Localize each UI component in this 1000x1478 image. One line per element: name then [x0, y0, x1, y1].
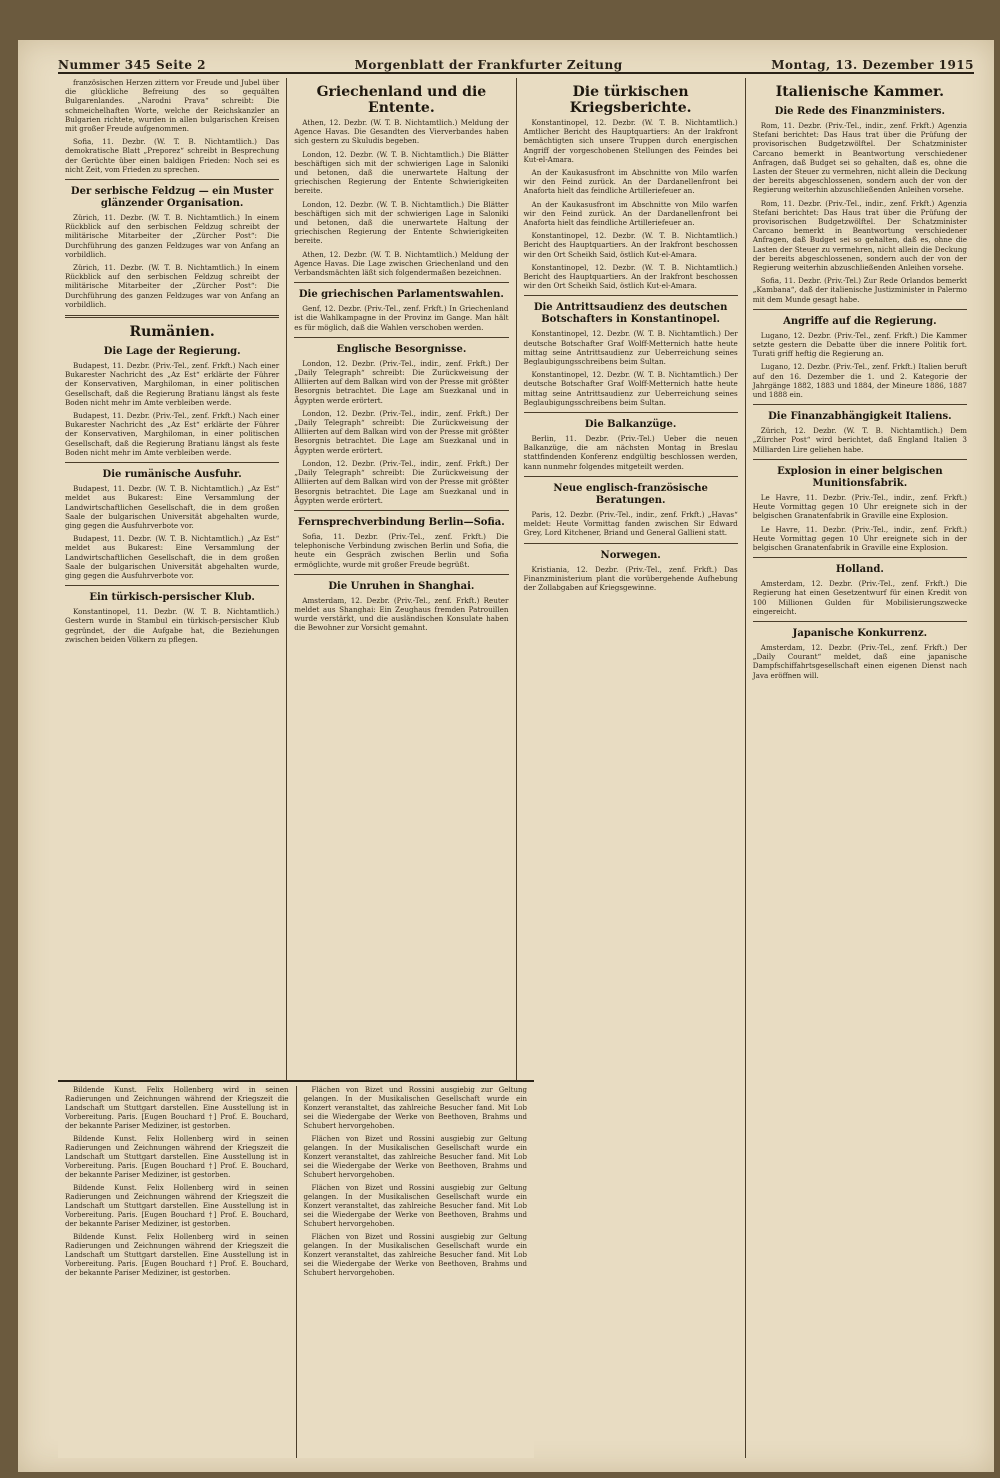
article-text: Budapest, 11. Dezbr. (W. T. B. Nichtamtlich.) „Az Est“ meldet aus Bukarest: Eine Versammlung der Landwirtschaftlichen Gesellschaft, die in dem großen Saale der bulgarischen Universität abgehalten wurde, ging gegen die Ausfuhrverbote vor. [65, 484, 280, 530]
article-text: Amsterdam, 12. Dezbr. (Priv.-Tel., zenf. Frkft.) Die Regierung hat einen Gesetzentwurf für einen Kredit von 100 Millionen Gulden für Mobilisierungszwecke eingereicht. [752, 579, 967, 616]
article-text: Berlin, 11. Dezbr. (Priv.-Tel.) Ueber die neuen Balkanzüge, die am nächsten Montag in Breslau stattfindenden Konferenz endgültig beschlossen werden, kann nunmehr folgendes mitgeteilt werden. [523, 434, 738, 471]
headline-serb-feldzug: Der serbische Feldzug — ein Muster glänzender Organisation. [70, 186, 274, 210]
headline-fernsprech: Fernsprechverbindung Berlin—Sofia. [298, 516, 505, 528]
feuilleton-text: Bildende Kunst. Felix Hollenberg wird in seinen Radierungen und Zeichnungen während der Kriegszeit die Landschaft um Stuttgart darstellen. Eine Ausstellung ist in Vorbereitung. Paris. [Eugen Bouchard †] Prof. E. Bouchard, der bekannte Pariser Mediziner, ist gestorben. [65, 1184, 289, 1228]
article-text: Konstantinopel, 12. Dezbr. (W. T. B. Nichtamtlich.) Amtlicher Bericht des Hauptquartiers: An der Irakfront bemächtigten sich unsere Truppen durch energischen Angriff der vorgeschobenen Stellungen des Feindes bei Kut-el-Amara. [523, 118, 738, 164]
article-text: Athen, 12. Dezbr. (W. T. B. Nichtamtlich.) Meldung der Agence Havas. Die Lage zwischen Griechenland und den Verbandsmächten läßt sich folgendermaßen bezeichnen. [294, 249, 509, 278]
article-text: Konstantinopel, 12. Dezbr. (W. T. B. Nichtamtlich.) Bericht des Hauptquartiers. An der Irakfront beschossen wir den Ort Scheikh Said, östlich Kut-el-Amara. [523, 231, 738, 259]
article-text: London, 12. Dezbr. (W. T. B. Nichtamtlich.) Die Blätter beschäftigen sich mit der schwierigen Lage in Saloniki und betonen, daß die unerwartete Haltung der griechischen Regierung der Entente Schwierigkeiten bereite. [294, 149, 509, 196]
divider [753, 557, 967, 558]
article-text: Amsterdam, 12. Dezbr. (Priv.-Tel., zenf. Frkft.) Der „Daily Courant“ meldet, daß eine japanische Dampfschiffahrtsgesellschaft einen eigenen Dienst nach Java eröffnen will. [752, 642, 967, 680]
article-text: Sofia, 11. Dezbr. (Priv.-Tel.) Zur Rede Orlandos bemerkt „Kambana“, daß der italienische Justizminister in Palermo mit dem Munde gesagt habe. [752, 276, 967, 304]
article-text: Zürich, 12. Dezbr. (W. T. B. Nichtamtlich.) Dem „Zürcher Post“ wird berichtet, daß England Italien 3 Milliarden Lire geliehen habe. [752, 426, 967, 454]
page-number: Nummer 345 Seite 2 [58, 58, 207, 72]
column-3 [517, 78, 746, 1458]
article-text: Lugano, 12. Dezbr. (Priv.-Tel., zenf. Frkft.) Die Kammer setzte gestern die Debatte über die innere Politik fort. Turati griff heftig die Regierung an. [752, 330, 967, 359]
article-text: Sofia, 11. Dezbr. (Priv.-Tel., zenf. Frkft.) Die telephonische Verbindung zwischen Berlin und Sofia, die heute ein Gespräch zwischen Berlin und Sofia ermöglichte, wurde mit großer Freude begrüßt. [294, 531, 509, 569]
headline-angriffe: Angriffe auf die Regierung. [783, 315, 937, 327]
article-text: Konstantinopel, 12. Dezbr. (W. T. B. Nichtamtlich.) Bericht des Hauptquartiers. An der Irakfront beschossen wir den Ort Scheikh Said, östlich Kut-el-Amara. [523, 262, 738, 291]
divider [294, 510, 508, 511]
article-text: Le Havre, 11. Dezbr. (Priv.-Tel., indir., zenf. Frkft.) Heute Vormittag gegen 10 Uhr ereignete sich in der belgischen Granatenfabrik in Graville eine Explosion. [752, 524, 967, 552]
article-text: An der Kaukasusfront im Abschnitte von Milo warfen wir den Feind zurück. An der Dardanellenfront bei Anaforta hielt das feindliche Artilleriefeuer an. [523, 199, 738, 228]
article-text: Lugano, 12. Dezbr. (Priv.-Tel., zenf. Frkft.) Italien beruft auf den 16. Dezember die 1. und 2. Kategorie der Jahrgänge 1882, 1883 und 1884, der Mineure 1886, 1887 und 1888 ein. [752, 362, 967, 400]
feuilleton-text: Flächen von Bizet und Rossini ausgiebig zur Geltung gelangen. In der Musikalischen Gesellschaft wurde ein Konzert veranstaltet, das zahlreiche Besucher fand. Mit Lob sei die Wiedergabe der Werke von Beethoven, Brahms und Schubert hervorgehoben. [303, 1135, 527, 1179]
headline-lage: Die Lage der Regierung. [103, 346, 241, 358]
divider [753, 309, 967, 310]
headline-griechenland: Griechenland und die Entente. [316, 84, 487, 116]
headline-audienz: Die Antrittsaudienz des deutschen Botschafters in Konstantinopel. [533, 302, 728, 326]
divider [65, 179, 279, 180]
headline-shanghai: Die Unruhen in Shanghai. [328, 580, 475, 592]
feuilleton-text: Flächen von Bizet und Rossini ausgiebig zur Geltung gelangen. In der Musikalischen Gesellschaft wurde ein Konzert veranstaltet, das zahlreiche Besucher fand. Mit Lob sei die Wiedergabe der Werke von Beethoven, Brahms und Schubert hervorgehoben. [303, 1184, 527, 1228]
feuilleton-section [58, 1080, 534, 1458]
article-text: Konstantinopel, 12. Dezbr. (W. T. B. Nichtamtlich.) Der deutsche Botschafter Graf Wolff-Metternich hatte heute mittag seine Antrittsaudienz zur Ueberreichung seines Beglaubigungsschreibens beim Sultan. [523, 370, 738, 407]
divider [294, 282, 508, 283]
headline-explosion: Explosion in einer belgischen Munitionsfabrik. [777, 465, 943, 489]
divider [65, 315, 279, 318]
article-text: Kristiania, 12. Dezbr. (Priv.-Tel., zenf. Frkft.) Das Finanzministerium plant die vorübergehende Aufhebung der Zollabgaben auf Kriegsgewinne. [523, 564, 738, 592]
article-text: Genf, 12. Dezbr. (Priv.-Tel., zenf. Frkft.) In Griechenland ist die Wahlkampagne in der Provinz im Gange. Man hält es für möglich, daß die Wahlen verschoben werden. [294, 304, 509, 332]
feuilleton-text: Bildende Kunst. Felix Hollenberg wird in seinen Radierungen und Zeichnungen während der Kriegszeit die Landschaft um Stuttgart darstellen. Eine Ausstellung ist in Vorbereitung. Paris. [Eugen Bouchard †] Prof. E. Bouchard, der bekannte Pariser Mediziner, ist gestorben. [65, 1233, 289, 1277]
headline-japan: Japanische Konkurrenz. [792, 627, 928, 639]
headline-kammer: Italienische Kammer. [775, 84, 944, 100]
article-text: Rom, 11. Dezbr. (Priv.-Tel., indir., zenf. Frkft.) Agenzia Stefani berichtet: Das Haus trat über die Prüfung der provisorischen Budgetzwölftel. Der Schatzminister Carcano bemerkt in Beantwortung verschiedener Anfragen, daß Budget sei so gehalten, daß es, ohne die Lasten der Steuer zu vermehren, nicht allein die Deckung der bereits abgeschlossenen, sondern auch der von der Regierung weiterhin abzuschließenden Anleihen vorsehe. [752, 198, 967, 273]
divider [524, 412, 738, 413]
column-4 [746, 78, 974, 1458]
headline-ausfuhr: Die rumänische Ausfuhr. [102, 469, 242, 481]
article-text: London, 12. Dezbr. (Priv.-Tel., indir., zenf. Frkft.) Der „Daily Telegraph“ schreibt: Die Zurückweisung der Alliierten auf dem Balkan wird von der Presse mit größter Besorgnis betrachtet. Die Lage am Suezkanal und in Ägypten werde erörtert. [294, 358, 509, 405]
article-text: Konstantinopel, 12. Dezbr. (W. T. B. Nichtamtlich.) Der deutsche Botschafter Graf Wolff-Metternich hatte heute mittag seine Antrittsaudienz zur Ueberreichung seines Beglaubigungsschreibens beim Sultan. [523, 329, 738, 367]
article-text: Budapest, 11. Dezbr. (Priv.-Tel., zenf. Frkft.) Nach einer Bukarester Nachricht des „Az Est“ erklärte der Führer der Konservativen, Marghiloman, in einer politischen Gesellschaft, daß die Regierung Bratianu längst als feste Boden nicht mehr im Amte verbleiben werde. [65, 411, 280, 457]
headline-balkanzuege: Die Balkanzüge. [584, 419, 677, 431]
divider [524, 476, 738, 477]
masthead [58, 50, 974, 74]
newspaper-title: Morgenblatt der Frankfurter Zeitung [354, 58, 623, 72]
article-text: An der Kaukasusfront im Abschnitte von Milo warfen wir den Feind zurück. An der Dardanellenfront bei Anaforta hielt das feindliche Artilleriefeuer an. [523, 168, 738, 196]
feuilleton-column-2 [297, 1086, 535, 1458]
divider [294, 337, 508, 338]
article-text: Paris, 12. Dezbr. (Priv.-Tel., indir., zenf. Frkft.) „Havas“ meldet: Heute Vormittag fanden zwischen Sir Edward Grey, Lord Kitchener, Briand und General Gallieni statt. [523, 509, 738, 538]
article-text: Zürich, 11. Dezbr. (W. T. B. Nichtamtlich.) In einem Rückblick auf den serbischen Feldzug schreibt der militärische Mitarbeiter der „Zürcher Post“: Die Durchführung des ganzen Feldzuges war von Anfang an vorbildlich. [65, 263, 280, 309]
article-text: Rom, 11. Dezbr. (Priv.-Tel., indir., zenf. Frkft.) Agenzia Stefani berichtet: Das Haus trat über die Prüfung der provisorischen Budgetzwölftel. Der Schatzminister Carcano bemerkt in Beantwortung verschiedener Anfragen, daß Budget sei so gehalten, daß es, ohne die Lasten der Steuer zu vermehren, nicht allein die Deckung der bereits abgeschlossenen, sondern auch der von der Regierung weiterhin abzuschließenden Anleihen vorsehe. [752, 121, 967, 195]
headline-wahlen: Die griechischen Parlamentswahlen. [298, 289, 504, 301]
article-text: London, 12. Dezbr. (Priv.-Tel., indir., zenf. Frkft.) Der „Daily Telegraph“ schreibt: Die Zurückweisung der Alliierten auf dem Balkan wird von der Presse mit größter Besorgnis betrachtet. Die Lage am Suezkanal und in Ägypten werde erörtert. [294, 408, 509, 455]
divider [753, 621, 967, 622]
headline-klub: Ein türkisch-persischer Klub. [89, 592, 255, 604]
article-text: Athen, 12. Dezbr. (W. T. B. Nichtamtlich.) Meldung der Agence Havas. Die Gesandten des Vierverbandes haben sich gestern zu Skuludis begeben. [294, 118, 509, 146]
section-rumaenien: Rumänien. [129, 324, 215, 341]
article-text: Budapest, 11. Dezbr. (Priv.-Tel., zenf. Frkft.) Nach einer Bukarester Nachricht des „Az Est“ erklärte der Führer der Konservativen, Marghiloman, in einer politischen Gesellschaft, daß die Regierung Bratianu längst als feste Boden nicht mehr im Amte verbleiben werde. [65, 361, 280, 407]
feuilleton-text: Bildende Kunst. Felix Hollenberg wird in seinen Radierungen und Zeichnungen während der Kriegszeit die Landschaft um Stuttgart darstellen. Eine Ausstellung ist in Vorbereitung. Paris. [Eugen Bouchard †] Prof. E. Bouchard, der bekannte Pariser Mediziner, ist gestorben. [65, 1135, 289, 1179]
feuilleton-column-1 [58, 1086, 297, 1458]
divider [753, 404, 967, 405]
divider [753, 459, 967, 460]
newspaper-page [18, 40, 994, 1472]
article-text: Zürich, 11. Dezbr. (W. T. B. Nichtamtlich.) In einem Rückblick auf den serbischen Feldzug schreibt der militärische Mitarbeiter der „Zürcher Post“: Die Durchführung des ganzen Feldzuges war von Anfang an vorbildlich. [65, 213, 280, 259]
headline-kriegsberichte: Die türkischen Kriegsberichte. [569, 84, 692, 116]
divider [524, 543, 738, 544]
feuilleton-text: Bildende Kunst. Felix Hollenberg wird in seinen Radierungen und Zeichnungen während der Kriegszeit die Landschaft um Stuttgart darstellen. Eine Ausstellung ist in Vorbereitung. Paris. [Eugen Bouchard †] Prof. E. Bouchard, der bekannte Pariser Mediziner, ist gestorben. [65, 1086, 289, 1130]
article-text: Le Havre, 11. Dezbr. (Priv.-Tel., indir., zenf. Frkft.) Heute Vormittag gegen 10 Uhr ereignete sich in der belgischen Granatenfabrik in Graville eine Explosion. [752, 492, 967, 521]
headline-holland: Holland. [835, 564, 884, 576]
feuilleton-text: Flächen von Bizet und Rossini ausgiebig zur Geltung gelangen. In der Musikalischen Gesellschaft wurde ein Konzert veranstaltet, das zahlreiche Besucher fand. Mit Lob sei die Wiedergabe der Werke von Beethoven, Brahms und Schubert hervorgehoben. [303, 1233, 527, 1277]
feuilleton-text: Flächen von Bizet und Rossini ausgiebig zur Geltung gelangen. In der Musikalischen Gesellschaft wurde ein Konzert veranstaltet, das zahlreiche Besucher fand. Mit Lob sei die Wiedergabe der Werke von Beethoven, Brahms und Schubert hervorgehoben. [303, 1086, 527, 1130]
headline-finanzminister: Die Rede des Finanzministers. [774, 106, 946, 117]
article-text: London, 12. Dezbr. (Priv.-Tel., indir., zenf. Frkft.) Der „Daily Telegraph“ schreibt: Die Zurückweisung der Alliierten auf dem Balkan wird von der Presse mit größter Besorgnis betrachtet. Die Lage am Suezkanal und in Ägypten werde erörtert. [294, 458, 509, 505]
article-text: französischen Herzen zittern vor Freude und Jubel über die glückliche Befreiung des so gequälten Bulgarenlandes. „Narodni Prava“ schreibt: Die schmeichelhaften Worte, welche der Reichskanzler an Bulgarien richtete, wurden in allen bulgarischen Kreisen mit großer Freude aufgenommen. [65, 78, 280, 134]
article-text: Budapest, 11. Dezbr. (W. T. B. Nichtamtlich.) „Az Est“ meldet aus Bukarest: Eine Versammlung der Landwirtschaftlichen Gesellschaft, die in dem großen Saale der bulgarischen Universität abgehalten wurde, ging gegen die Ausfuhrverbote vor. [65, 534, 280, 580]
headline-beratungen: Neue englisch-französische Beratungen. [553, 482, 708, 506]
headline-finanzabhaengigkeit: Die Finanzabhängigkeit Italiens. [768, 411, 952, 423]
divider [524, 295, 738, 296]
issue-date: Montag, 13. Dezember 1915 [771, 58, 974, 72]
headline-besorgnisse: Englische Besorgnisse. [336, 343, 467, 355]
article-text: London, 12. Dezbr. (W. T. B. Nichtamtlich.) Die Blätter beschäftigen sich mit der schwierigen Lage in Saloniki und betonen, daß die unerwartete Haltung der griechischen Regierung der Entente Schwierigkeiten bereite. [294, 199, 509, 246]
article-text: Amsterdam, 12. Dezbr. (Priv.-Tel., zenf. Frkft.) Reuter meldet aus Shanghai: Ein Zeughaus fremden Patrouillen wurde verstärkt, und die ausländischen Konsulate haben die Bewohner zur Vorsicht gemahnt. [294, 595, 509, 633]
divider [65, 462, 279, 463]
divider [65, 585, 279, 586]
article-text: Konstantinopel, 11. Dezbr. (W. T. B. Nichtamtlich.) Gestern wurde in Stambul ein türkisch-persischer Klub gegründet, der die Aufgabe hat, die Beziehungen zwischen beiden Völkern zu pflegen. [65, 607, 280, 644]
headline-norwegen: Norwegen. [600, 549, 661, 561]
article-text: Sofia, 11. Dezbr. (W. T. B. Nichtamtlich.) Das demokratische Blatt „Preporez“ schreibt in Besprechung der Gerüchte über einen baldigen Frieden: Noch sei es nicht Zeit, vom Frieden zu sprechen. [65, 137, 280, 174]
divider [294, 574, 508, 575]
